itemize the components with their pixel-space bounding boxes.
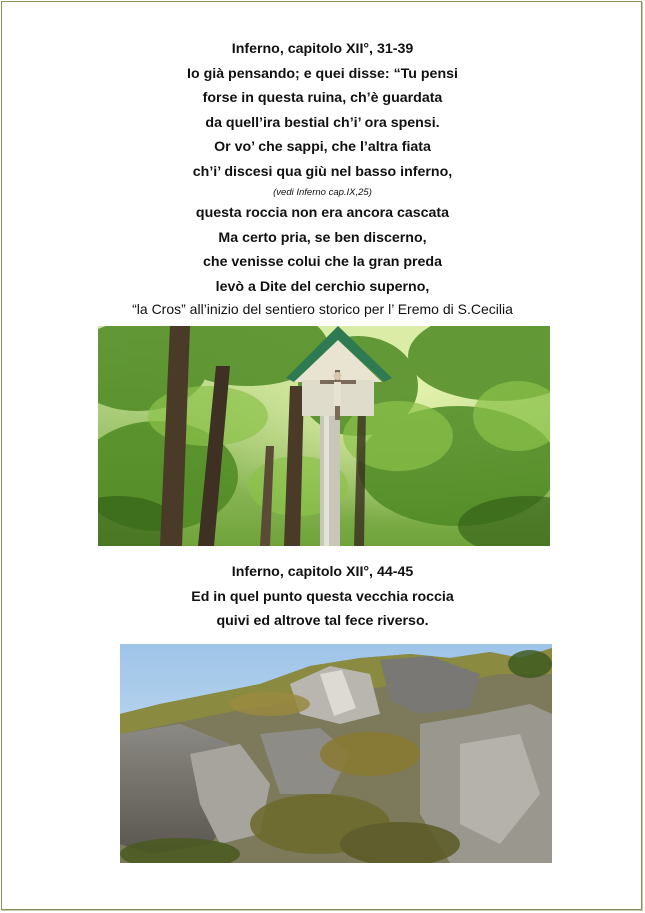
verse-line: Io già pensando; e quei disse: “Tu pensi <box>187 65 458 82</box>
verse-line: da quell’ira bestial ch’i’ ora spensi. <box>205 114 440 131</box>
verse-line: che venisse colui che la gran preda <box>203 254 442 270</box>
photo-caption: “la Cros” all’inizio del sentiero storico per l’ Eremo di S.Cecilia <box>132 301 513 317</box>
verse-block-canto-xii-44-45 <box>0 560 645 634</box>
verse-line: forse in questa ruina, ch’è guardata <box>202 90 443 106</box>
verse-line: ch’i’ discesi qua giù nel basso inferno, <box>192 163 453 180</box>
verse-line: Or vo’ che sappi, che l’altra fiata <box>214 139 431 155</box>
verse-line: questa roccia non era ancora cascata <box>195 205 450 221</box>
rock-cliff-photo <box>120 644 552 863</box>
verse-line: Ma certo pria, se ben discerno, <box>218 229 427 246</box>
forest-crucifix-photo <box>98 326 550 546</box>
verse-heading: Inferno, capitolo XII°, 44-45 <box>231 564 414 580</box>
verse-heading: Inferno, capitolo XII°, 31-39 <box>231 41 414 57</box>
verse-block-canto-xii-31-39 <box>0 37 645 319</box>
verse-line: Ed in quel punto questa vecchia roccia <box>191 588 454 605</box>
verse-line: levò a Dite del cerchio superno, <box>215 278 430 295</box>
verse-line: quivi ed altrove tal fece riverso. <box>216 613 429 629</box>
cross-reference-note: (vedi Inferno cap.IX,25) <box>273 187 372 198</box>
